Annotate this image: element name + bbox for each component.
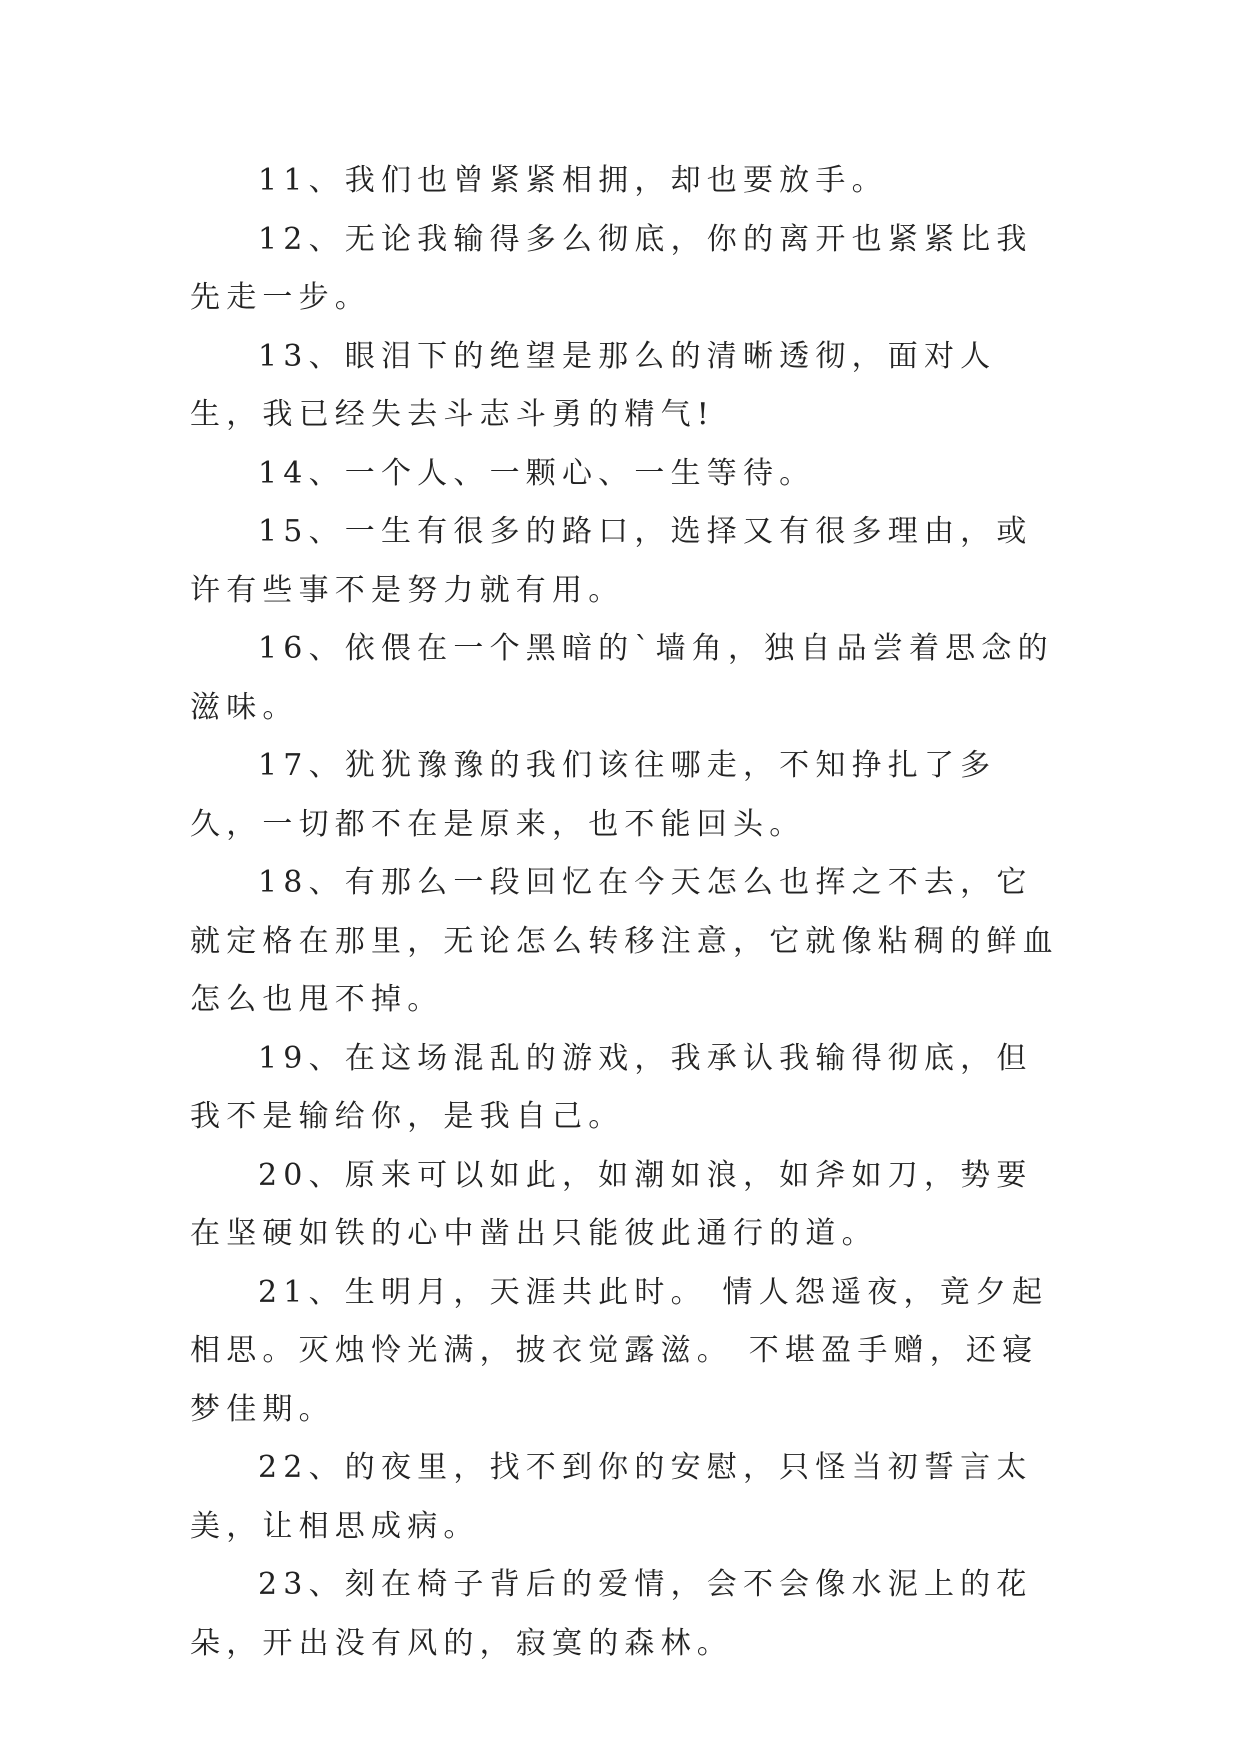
paragraph-21: 21、生明月，天涯共此时。 情人怨遥夜，竟夕起相思。灭烛怜光满，披衣觉露滋。 不堪盈手赠，还寝梦佳期。 [190, 1274, 1049, 1427]
paragraph-16: 16、依偎在一个黑暗的`墙角，独自品尝着思念的滋味。 [190, 631, 1054, 725]
paragraph-18: 18、有那么一段回忆在今天怎么也挥之不去，它就定格在那里，无论怎么转移注意，它就像粘稠的鲜血怎么也甩不掉。 [190, 865, 1059, 1017]
paragraph-23: 23、刻在椅子背后的爱情，会不会像水泥上的花朵，开出没有风的，寂寞的森林。 [190, 1567, 1033, 1661]
paragraph-13: 13、眼泪下的绝望是那么的清晰透彻，面对人生，我已经失去斗志斗勇的精气! [190, 338, 997, 432]
paragraph-15: 15、一生有很多的路口，选择又有很多理由，或许有些事不是努力就有用。 [190, 514, 1033, 608]
paragraph-12: 12、无论我输得多么彻底，你的离开也紧紧比我先走一步。 [190, 221, 1033, 315]
paragraph-22: 22、的夜里，找不到你的安慰，只怪当初誓言太美，让相思成病。 [190, 1450, 1033, 1544]
document-body [190, 152, 1060, 1673]
paragraph-11: 11、我们也曾紧紧相拥，却也要放手。 [258, 163, 888, 198]
paragraph-17: 17、犹犹豫豫的我们该往哪走，不知挣扎了多久，一切都不在是原来，也不能回头。 [190, 748, 997, 842]
paragraph-20: 20、原来可以如此，如潮如浪，如斧如刀，势要在坚硬如铁的心中凿出只能彼此通行的道。 [190, 1157, 1033, 1251]
paragraph-14: 14、一个人、一颗心、一生等待。 [258, 455, 816, 491]
paragraph-19: 19、在这场混乱的游戏，我承认我输得彻底，但我不是输给你，是我自己。 [190, 1040, 1033, 1134]
